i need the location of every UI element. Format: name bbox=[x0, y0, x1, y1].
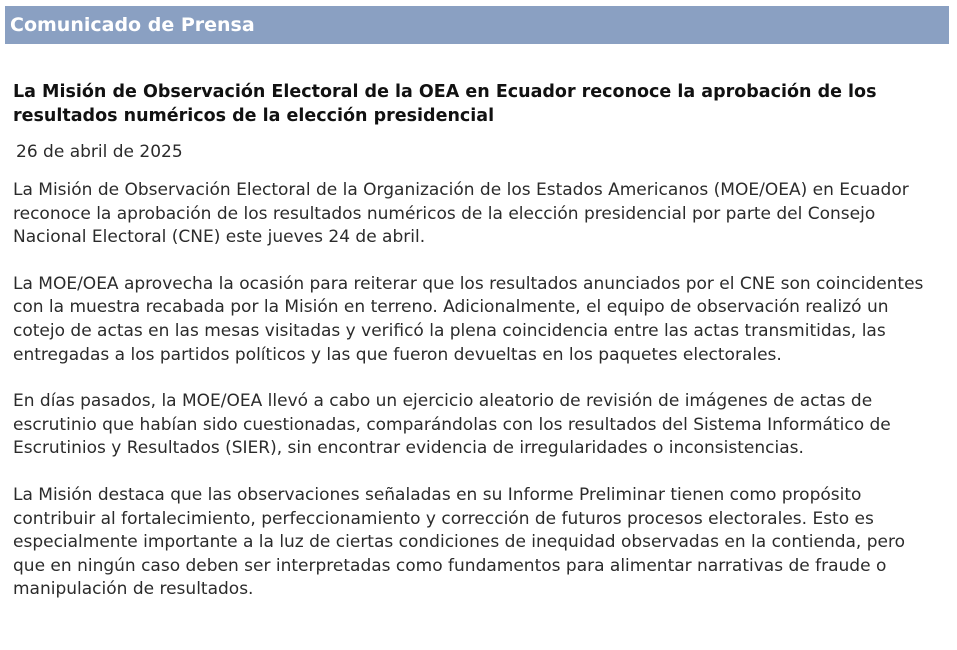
article-headline: La Misión de Observación Electoral de la OEA en Ecuador reconoce la aprobación de los resultados numéricos de la elección presidencial bbox=[13, 82, 877, 126]
article-paragraph-1: La Misión de Observación Electoral de la Organización de los Estados Americanos (MOE/OEA) en Ecuador reconoce la aprobación de los resultados numéricos de la elección presidencial por parte del Consejo Nacional Electoral (CNE) este jueves 24 de abril. bbox=[13, 180, 909, 248]
article-body bbox=[13, 80, 938, 602]
article-paragraph-3: En días pasados, la MOE/OEA llevó a cabo un ejercicio aleatorio de revisión de imágenes de actas de escrutinio que habían sido cuestionadas, comparándolas con los resultados del Sistema Informático de Escrutinios y Resultados (SIER), sin encontrar evidencia de irregularidades o inconsistencias. bbox=[13, 391, 891, 459]
article-date: 26 de abril de 2025 bbox=[16, 142, 183, 162]
press-release-banner bbox=[5, 6, 949, 44]
article-paragraph-2: La MOE/OEA aprovecha la ocasión para reiterar que los resultados anunciados por el CNE son coincidentes con la muestra recabada por la Misión en terreno. Adicionalmente, el equipo de observación realizó un cotejo de actas en las mesas visitadas y verificó la plena coincidencia entre las actas transmitidas, las entregadas a los partidos políticos y las que fueron devueltas en los paquetes electorales. bbox=[13, 273, 924, 365]
banner-title: Comunicado de Prensa bbox=[10, 14, 255, 36]
article-paragraph-4: La Misión destaca que las observaciones señaladas en su Informe Preliminar tienen como propósito contribuir al fortalecimiento, perfeccionamiento y corrección de futuros procesos electorales. Esto es especialmente importante a la luz de ciertas condiciones de inequidad observadas en la contienda, pero que en ningún caso deben ser interpretadas como fundamentos para alimentar narrativas de fraude o manipulación de resultados. bbox=[13, 484, 906, 600]
